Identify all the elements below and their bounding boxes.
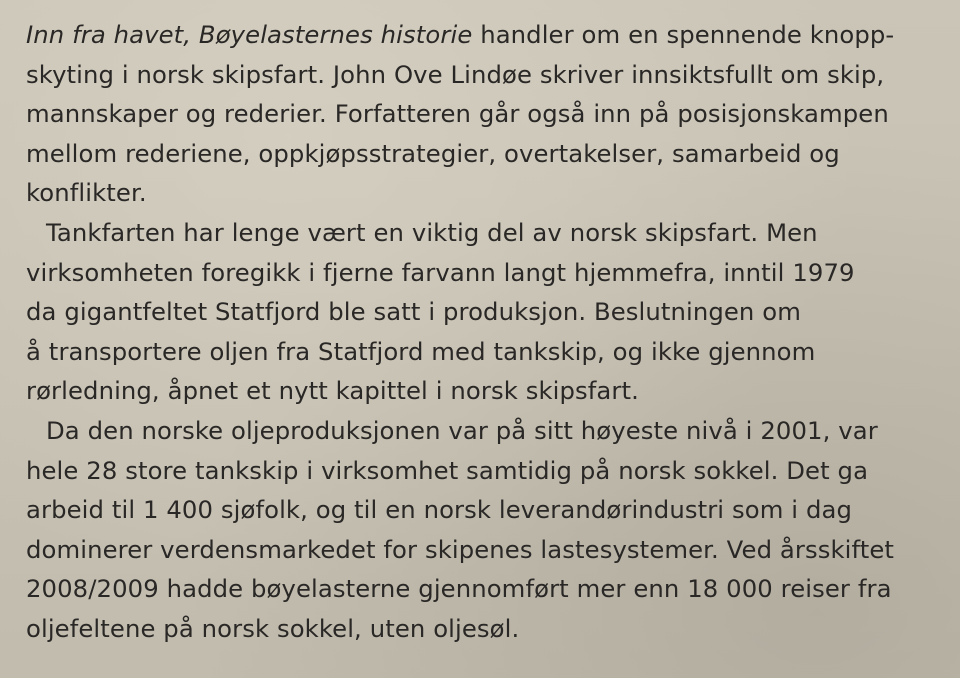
text-line: dominerer verdensmarkedet for skipenes lastesystemer. Ved årsskiftet xyxy=(26,534,895,564)
text-line: arbeid til 1 400 sjøfolk, og til en norsk leverandørindustri som i dag xyxy=(26,495,852,525)
text-line: 2008/2009 hadde bøyelasterne gjennomført mer enn 18 000 reiser fra xyxy=(26,574,892,604)
text-line: å transportere oljen fra Statfjord med tankskip, og ikke gjennom xyxy=(26,336,816,366)
paragraph-tankfarten xyxy=(26,213,956,411)
text-line: da gigantfeltet Statfjord ble satt i produksjon. Beslutningen om xyxy=(26,297,801,327)
text-line: oljefeltene på norsk sokkel, uten oljesøl. xyxy=(26,613,520,643)
text-line: skyting i norsk skipsfart. John Ove Lindøe skriver innsiktsfullt om skip, xyxy=(26,59,885,89)
body-text xyxy=(26,15,956,649)
text-line: rørledning, åpnet et nytt kapittel i norsk skipsfart. xyxy=(26,376,639,406)
text-line: hele 28 store tankskip i virksomhet samtidig på norsk sokkel. Det ga xyxy=(26,455,869,485)
book-title: Inn fra havet, Bøyelasternes historie xyxy=(26,20,473,49)
text-line: mannskaper og rederier. Forfatteren går også inn på posisjonskampen xyxy=(26,99,889,129)
text-line xyxy=(26,15,956,55)
text-line: konflikter. xyxy=(26,178,147,208)
paragraph-intro xyxy=(26,15,956,213)
text-line: Tankfarten har lenge vært en viktig del av norsk skipsfart. Men xyxy=(46,217,818,247)
paragraph-oljeproduksjon xyxy=(26,411,956,649)
text-line: Da den norske oljeproduksjonen var på sitt høyeste nivå i 2001, var xyxy=(46,415,878,445)
text-line: mellom rederiene, oppkjøpsstrategier, overtakelser, samarbeid og xyxy=(26,138,840,168)
text-line-rest: handler om en spennende knopp- xyxy=(472,20,895,49)
text-line: virksomheten foregikk i fjerne farvann langt hjemmefra, inntil 1979 xyxy=(26,257,855,287)
